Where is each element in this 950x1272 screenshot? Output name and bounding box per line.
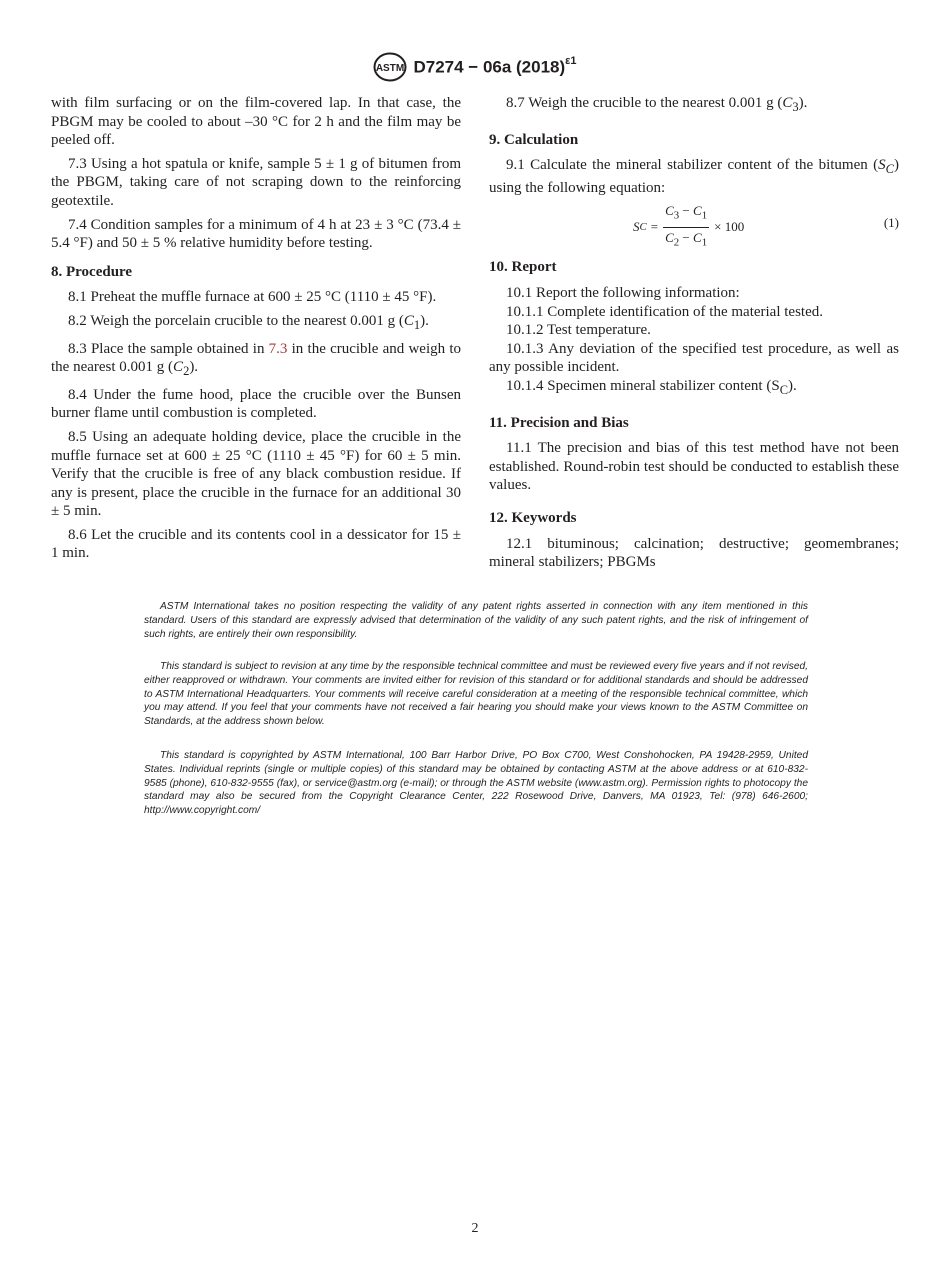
paragraph-8-2: 8.2 Weigh the porcelain crucible to the nearest 0.001 g $(C_1)$. [68, 312, 429, 332]
paragraph-8-1: 8.1 Preheat the muffle furnace at 600 ± 25 °C (1110 ± 45 °F). [68, 289, 437, 306]
paragraph-continuation: with film surfacing or on the film-covered lap. In that case, the PBGM may be cooled to about –30 °C for 2 h and the film may be peeled off. [51, 95, 461, 149]
footer-note-revision: This standard is subject to revision at any time by the responsible technical committee and must be reviewed every five years and if not revised, either reapproved or withdrawn. Your comments are invited either for revision of this standard or for additional standards and should be addressed to ASTM International Headquarters. Your comments will receive careful consideration at a meeting of the responsible technical committee, which you may attend. If you feel that your comments have not received a fair hearing you should make your views known to the ASTM Committee on Standards, at the address shown below. [144, 661, 808, 728]
paragraph-8-3: 8.3 Place the sample obtained in 7.3 in the crucible and weigh to the nearest 0.001 g $(C_2)$. [51, 340, 461, 379]
paragraph-8-5: 8.5 Using an adequate holding device, place the crucible in the muffle furnace set at 600 ± 25 °C (1110 ± 45 °F) for 60 ± 5 min. Verify that the crucible is free of any black combustion residue. If any is present, place the crucible in the furnace for an additional 30 ± 5 min. [51, 428, 461, 520]
section-heading-keywords: 12. Keywords [489, 509, 577, 526]
paragraph-7-3: 7.3 Using a hot spatula or knife, sample 5 ± 1 g of bitumen from the PBGM, taking care of not scraping down to the reinforcing geotextile. [51, 155, 461, 209]
equation-body: S C = $\frac{C_3 - C_1}{C_2 - C_1}$ × 100 [633, 202, 744, 251]
document-designation: D7274 − 06a $(2018)^{\varepsilon 1}$ [413, 54, 577, 77]
paragraph-8-7: 8.7 Weigh the crucible to the nearest 0.001 g $(C_3)$. [506, 95, 808, 114]
paragraph-10-1-4: 10.1.4 Specimen mineral stabilizer content $(S_C)$. [506, 377, 797, 397]
equation-1 [489, 202, 899, 249]
paragraph-7-4: 7.4 Condition samples for a minimum of 4 h at 23 ± 3 °C (73.4 ± 5.4 °F) and 50 ± 5 % relative humidity before testing. [51, 216, 461, 252]
epsilon-superscript: ε1 [565, 54, 577, 67]
paragraph-9-1: 9.1 Calculate the mineral stabilizer content of the bitumen $(S_C)$ using the following equation: [489, 157, 899, 196]
equation-fraction: $\frac{C_3 - C_1}{C_2 - C_1}$ [665, 203, 708, 249]
paragraph-10-1-1: 10.1.1 Complete identification of the material tested. [506, 303, 823, 320]
astm-logo-icon [373, 52, 407, 82]
footer-note-patent: ASTM International takes no position respecting the validity of any patent rights asserted in connection with any item mentioned in this standard. Users of this standard are expressly advised that determination of the validity of any such patent rights, and the risk of infringement of such rights, are entirely their own responsibility. [144, 601, 808, 640]
paragraph-10-1-3: 10.1.3 Any deviation of the specified test procedure, as well as any possible incident. [489, 340, 899, 376]
page-header [0, 52, 950, 87]
equation-number: (1) [883, 215, 899, 231]
section-heading-calculation: 9. Calculation [489, 131, 579, 148]
section-heading-precision-bias: 11. Precision and Bias [489, 414, 629, 431]
footer-note-copyright: This standard is copyrighted by ASTM International, 100 Barr Harbor Drive, PO Box C700, West Conshohocken, PA 19428-2959, United States. Individual reprints (single or multiple copies) of this standard may be obtained by contacting ASTM at the above address or at 610-832-9585 (phone), 610-832-9555 (fax), or service@astm.org (e-mail); or through the ASTM website (www.astm.org). Permission rights to photocopy the standard may also be secured from the Copyright Clearance Center, 222 Rosewood Drive, Danvers, MA 01923, Tel: (978) 646-2600; http://www.copyright.com/ [144, 750, 808, 817]
paragraph-11-1: 11.1 The precision and bias of this test method have not been established. Round-robin test should be conducted to establish these values. [489, 440, 899, 494]
paragraph-10-1: 10.1 Report the following information: [506, 284, 740, 301]
section-heading-report: 10. Report [489, 259, 557, 276]
right-column [489, 94, 899, 577]
section-heading-procedure: 8. Procedure [51, 263, 133, 280]
page-number: 2 [471, 1221, 479, 1236]
paragraph-8-4: 8.4 Under the fume hood, place the crucible over the Bunsen burner flame until combustion is completed. [51, 386, 461, 422]
paragraph-12-1: 12.1 bituminous; calcination; destructive; geomembranes; mineral stabilizers; PBGMs [489, 535, 899, 571]
astm-logo-text: ASTM [376, 63, 405, 74]
left-column [51, 94, 461, 568]
section-link-7-3[interactable]: 7.3 [268, 340, 288, 357]
paragraph-10-1-2: 10.1.2 Test temperature. [506, 322, 651, 339]
paragraph-8-6: 8.6 Let the crucible and its contents cool in a dessicator for 15 ± 1 min. [51, 526, 461, 562]
